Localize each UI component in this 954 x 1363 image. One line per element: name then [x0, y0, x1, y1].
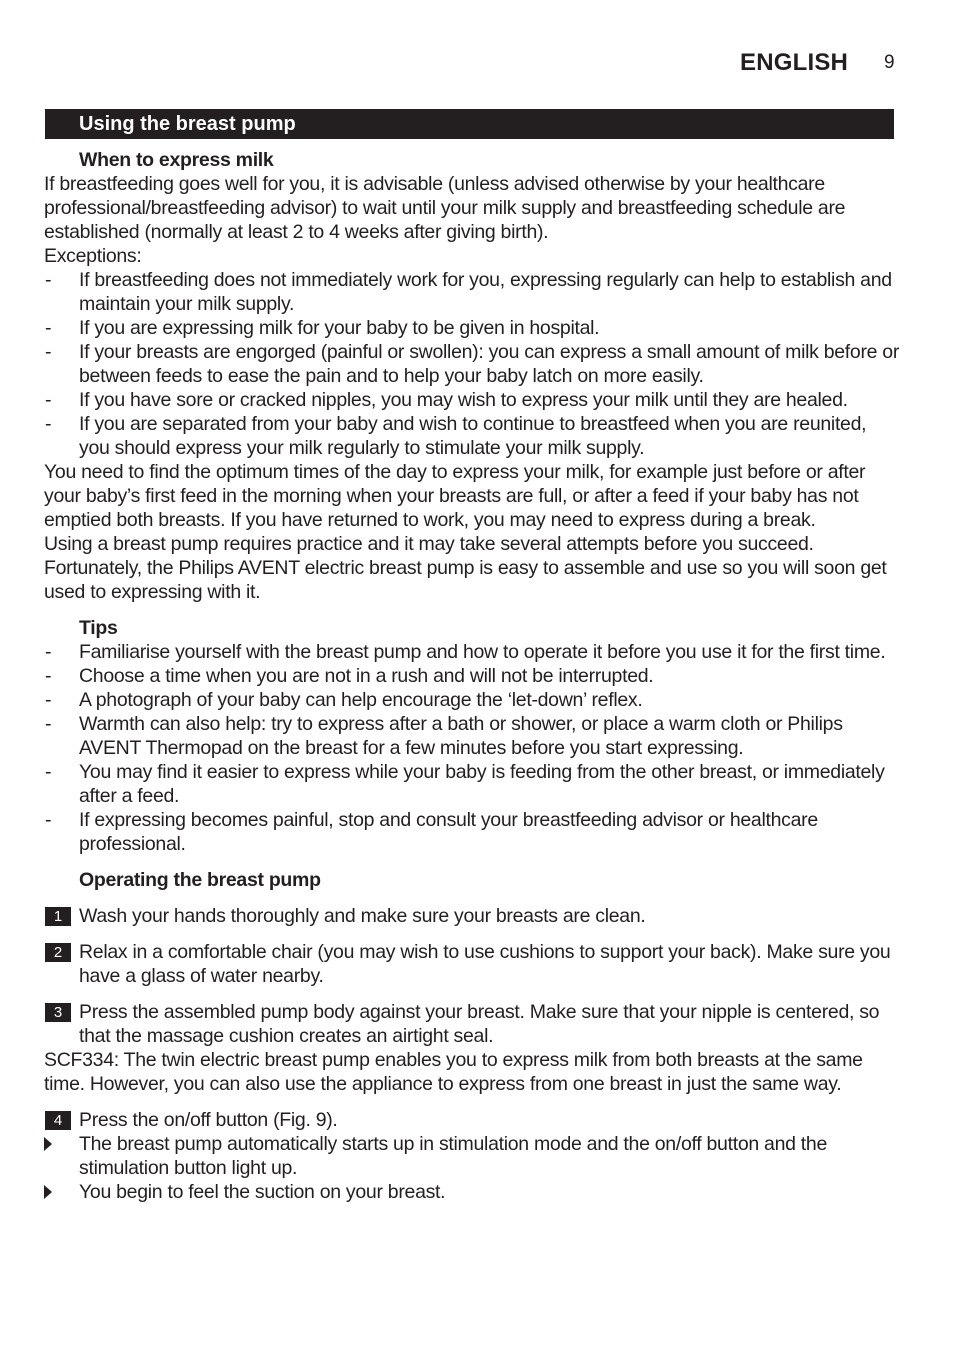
tips-list [44, 640, 900, 856]
list-item: - If expressing becomes painful, stop and consult your breastfeeding advisor or healthcare professional. [44, 808, 900, 856]
list-item: - If you are expressing milk for your baby to be given in hospital. [44, 316, 900, 340]
step-text: Press the assembled pump body against your breast. Make sure that your nipple is centered, so that the massage cushion creates an airtight seal. [79, 1001, 880, 1047]
result-arrow-icon [44, 1185, 52, 1199]
list-item: - If your breasts are engorged (painful or swollen): you can express a small amount of milk before or between feeds to ease the pain and to help your baby latch on more easily. [44, 340, 900, 388]
list-item: - Choose a time when you are not in a rush and will not be interrupted. [44, 664, 900, 688]
list-item: - If breastfeeding does not immediately work for you, expressing regularly can help to establish and maintain your milk supply. [44, 268, 900, 316]
page-content [44, 148, 900, 1204]
step-text: Relax in a comfortable chair (you may wish to use cushions to support your back). Make sure you have a glass of water nearby. [79, 941, 891, 987]
step-number-badge: 4 [45, 1111, 71, 1130]
list-item: - Familiarise yourself with the breast pump and how to operate it before you use it for the first time. [44, 640, 900, 664]
exceptions-label: Exceptions: [44, 245, 142, 267]
intro-paragraph: If breastfeeding goes well for you, it is advisable (unless advised otherwise by your healthcare professional/breastfeeding advisor) to wait until your milk supply and breastfeeding schedule are established (normally at least 2 to 4 weeks after giving birth). [44, 173, 846, 243]
step-number-badge: 3 [45, 1003, 71, 1022]
section-title: Using the breast pump [79, 113, 296, 135]
result-arrow-icon [44, 1137, 52, 1151]
list-item: - If you are separated from your baby and wish to continue to breastfeed when you are reunited, you should express your milk regularly to stimulate your milk supply. [44, 412, 900, 460]
header-language: ENGLISH [740, 49, 849, 76]
step-2 [44, 940, 900, 988]
exceptions-list [44, 268, 900, 460]
list-item: - You may find it easier to express while your baby is feeding from the other breast, or immediately after a feed. [44, 760, 900, 808]
step-1 [44, 904, 900, 928]
step-text: Wash your hands thoroughly and make sure your breasts are clean. [79, 905, 646, 927]
practice-paragraph: Using a breast pump requires practice and it may take several attempts before you succeed. Fortunately, the Philips AVENT electric breast pump is easy to assemble and use so you will soon get used to expressing with it. [44, 533, 887, 603]
timing-paragraph: You need to find the optimum times of the day to express your milk, for example just before or after your baby’s first feed in the morning when your breasts are full, or after a feed if your baby has not emptied both breasts. If you have returned to work, you may need to express during a break. [44, 461, 866, 531]
result-item [44, 1132, 900, 1180]
subheading-operating: Operating the breast pump [79, 869, 321, 891]
section-title-bar [45, 109, 894, 139]
step-number-badge: 1 [45, 907, 71, 926]
scf334-note: SCF334: The twin electric breast pump enables you to express milk from both breasts at the same time. However, you can also use the appliance to express from one breast in just the same way. [44, 1049, 863, 1095]
subheading-when-to-express: When to express milk [79, 149, 274, 171]
result-item [44, 1180, 900, 1204]
list-item: - Warmth can also help: try to express after a bath or shower, or place a warm cloth or Philips AVENT Thermopad on the breast for a few minutes before you start expressing. [44, 712, 900, 760]
step-number-badge: 2 [45, 943, 71, 962]
step-4 [44, 1108, 900, 1132]
page-number: 9 [884, 52, 895, 73]
result-text: You begin to feel the suction on your breast. [79, 1181, 446, 1203]
result-text: The breast pump automatically starts up in stimulation mode and the on/off button and the stimulation button light up. [79, 1133, 827, 1179]
step-text: Press the on/off button (Fig. 9). [79, 1109, 338, 1131]
list-item: - If you have sore or cracked nipples, you may wish to express your milk until they are healed. [44, 388, 900, 412]
step-3 [44, 1000, 900, 1048]
list-item: - A photograph of your baby can help encourage the ‘let-down’ reflex. [44, 688, 900, 712]
subheading-tips: Tips [79, 617, 118, 639]
